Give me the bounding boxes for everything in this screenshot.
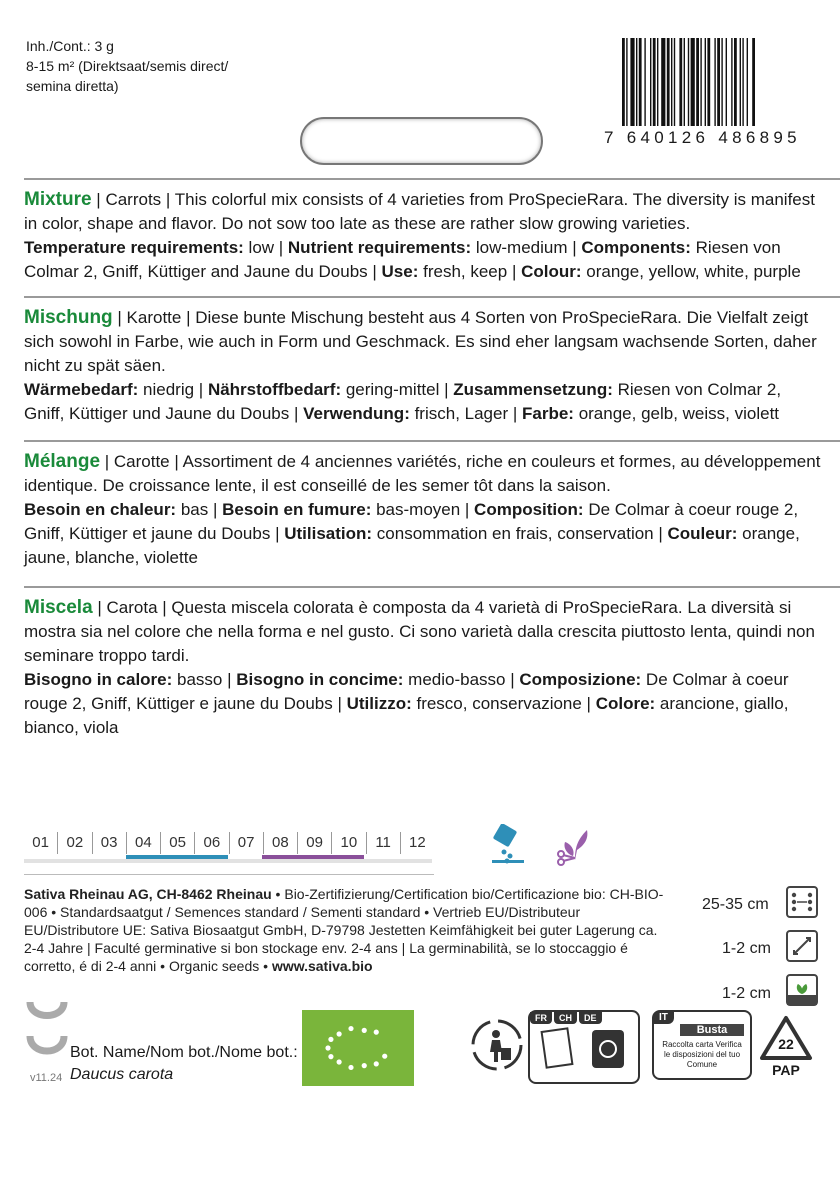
attr-value: bas-moyen | (371, 500, 475, 519)
attr-value: gering-mittel | (341, 380, 454, 399)
section-title: Miscela (24, 597, 93, 618)
month-bar (262, 855, 296, 859)
month-bar (228, 855, 262, 859)
month-label: 11 (366, 832, 400, 854)
section-english (24, 188, 822, 284)
section-intro: | Carota | Questa miscela colorata è composta da 4 varietà di ProSpecieRara. La diversità si mostra sia nel colore che nella forma e nel gusto. Ci sono varietà dalla crescita piuttosto lenta, quindi non seminare troppo tardi. (24, 598, 815, 665)
section-title: Mélange (24, 451, 101, 472)
barcode-bar (721, 38, 722, 126)
month-bar (364, 855, 398, 859)
month-label: 03 (92, 832, 126, 854)
attr-value: fresh, keep | (418, 262, 522, 281)
attr-label: Besoin en chaleur: (24, 500, 177, 519)
month-bar (58, 855, 92, 859)
barcode-bar (747, 38, 748, 126)
month-bar (330, 855, 364, 859)
paper-packet-icon (530, 1024, 638, 1074)
divider (24, 178, 840, 180)
attr-label: Components: (581, 238, 691, 257)
month-label: 08 (263, 832, 297, 854)
eu-star (337, 1059, 342, 1064)
attr-value: fresco, conservazione | (411, 694, 596, 713)
barcode-bar (639, 38, 642, 126)
content-area: 8-15 m² (Direktsaat/semis direct/ (26, 58, 229, 74)
barcode-bar (714, 38, 715, 126)
barcode-number: 7 640126 486895 (604, 128, 801, 147)
month-bar (398, 855, 432, 859)
month-label: 02 (57, 832, 91, 854)
harvest-icon (555, 824, 597, 866)
barcode-bar (705, 38, 706, 126)
barcode-bar (691, 38, 695, 126)
barcode-bar (726, 38, 727, 126)
package-content-info (26, 36, 228, 96)
section-intro: | Carrots | This colorful mix consists of 4 varieties from ProSpecieRara. The diversity is manifest in color, shape and flavor. Do not sow too late as these are rather slow growing varieties. (24, 190, 815, 233)
plant-spacing-value: 1-2 cm (722, 940, 771, 957)
pap-number: 22 (778, 1036, 794, 1052)
divider (24, 440, 840, 442)
attr-value: arancione, giallo, bianco, viola (24, 694, 789, 737)
section-intro: | Karotte | Diese bunte Mischung besteht aus 4 Sorten von ProSpecieRara. Die Vielfalt zeigt sich sowohl in Farbe, wie auch in Form und Geschmack. Es sind eher langsam wachsende Sorten, daher nicht zu spät säen. (24, 308, 817, 375)
attr-label: Composition: (474, 500, 584, 519)
attr-value: low | (243, 238, 288, 257)
barcode-bar (700, 38, 701, 126)
month-label: 05 (160, 832, 194, 854)
row-spacing-icon (786, 886, 818, 918)
tidyman-recycle-icon (470, 1018, 524, 1072)
eu-star (374, 1061, 379, 1066)
it-tag: IT (653, 1011, 674, 1024)
section-german (24, 306, 822, 426)
attr-label: Utilisation: (284, 524, 373, 543)
barcode-bar (679, 38, 682, 126)
busta-text: Raccolta carta Verifica le disposizioni del tuo Comune (662, 1040, 742, 1069)
section-title: Mischung (24, 307, 113, 328)
attr-label: Use: (381, 262, 419, 281)
barcode-bar (752, 38, 755, 126)
barcode-bar (731, 38, 732, 126)
barcode-bar (717, 38, 720, 126)
barcode-bar (688, 38, 689, 126)
month-label: 10 (331, 832, 365, 854)
attr-label: Colour: (521, 262, 582, 281)
attr-value: orange, jaune, blanche, violette (24, 524, 800, 567)
attr-value: basso | (172, 670, 237, 689)
barcode-bar (622, 38, 625, 126)
barcode-bar (644, 38, 645, 126)
attr-label: Couleur: (667, 524, 738, 543)
eu-star (348, 1065, 353, 1070)
attr-value: consommation en frais, conservation | (372, 524, 668, 543)
month-bar (24, 855, 58, 859)
barcode-bar (742, 38, 743, 126)
month-bar (160, 855, 194, 859)
content-area-cont: semina diretta) (26, 78, 119, 94)
section-intro: | Carotte | Assortiment de 4 anciennes variétés, riche en couleurs et formes, au développement identique. De croissance lente, il est conseillé de les semer tôt dans la saison. (24, 452, 821, 495)
barcode-bar (630, 38, 634, 126)
divider (24, 586, 840, 588)
barcode-bar (650, 38, 651, 126)
attr-label: Farbe: (522, 404, 574, 423)
legal-text: • Bio-Zertifizierung/Certification bio/Certificazione bio: CH-BIO-006 • Standardsaatgut / Semences standard / Sementi standard • Vertrieb EU/Distributeur EU/Distributore UE: Sativa Biosaatgut GmbH, D-79798 Jestetten Keimfähigkeit bei guter Lagerung ca. 2-4 Jahre | Faculté germinative si bon stockage env. 2-4 ans | La germinabilità, se lo stoccaggio é corretto, é di 2-4 anni • Organic seeds • (24, 886, 664, 974)
attr-label: Composizione: (519, 670, 642, 689)
attr-label: Bisogno in calore: (24, 670, 173, 689)
attr-value: orange, yellow, white, purple (581, 262, 801, 281)
barcode-bar (636, 38, 637, 126)
sowing-icon (490, 824, 526, 866)
website-link[interactable]: www.sativa.bio (271, 958, 373, 974)
month-bar (92, 855, 126, 859)
attr-value: Riesen von Colmar 2, Gniff, Küttiger und Jaune du Doubs | (24, 380, 782, 423)
attr-value: Riesen von Colmar 2, Gniff, Küttiger and Jaune du Doubs | (24, 238, 781, 281)
barcode-bar (734, 38, 737, 126)
attr-label: Nutrient requirements: (287, 238, 472, 257)
sorting-guide-box (528, 1010, 640, 1084)
eu-star (362, 1028, 367, 1033)
barcode-bar (707, 38, 710, 126)
botanical-label: Bot. Name/Nom bot./Nome bot.: (70, 1044, 298, 1061)
eu-star (328, 1054, 333, 1059)
month-label: 01 (32, 834, 49, 851)
month-bar (296, 855, 330, 859)
content-weight: Inh./Cont.: 3 g (26, 38, 114, 54)
attr-label: Temperature requirements: (24, 238, 244, 257)
sowing-depth-value: 1-2 cm (722, 985, 771, 1002)
divider (24, 296, 840, 298)
attr-value: low-medium | (471, 238, 582, 257)
eu-star (337, 1031, 342, 1036)
section-french (24, 450, 822, 570)
barcode (620, 38, 810, 134)
italy-label-box (652, 1010, 752, 1080)
month-label: 09 (297, 832, 331, 854)
barcode-bar (653, 38, 656, 126)
version-label: v11.24 (30, 1072, 63, 1084)
attr-label: Verwendung: (303, 404, 410, 423)
month-label: 12 (400, 832, 434, 854)
sativa-mark-icon (26, 1000, 68, 1064)
attr-label: Zusammensetzung: (453, 380, 613, 399)
barcode-bar (667, 38, 670, 126)
attr-value: De Colmar à coeur rouge 2, Gniff, Küttiger e jaune du Doubs | (24, 670, 789, 713)
month-bar (194, 855, 228, 859)
country-tab: DE (579, 1012, 602, 1024)
month-calendar (24, 832, 434, 863)
eu-star (348, 1026, 353, 1031)
barcode-bar (671, 38, 672, 126)
attr-value: frisch, Lager | (409, 404, 522, 423)
month-label: 04 (126, 832, 160, 854)
sowing-depth-icon (786, 974, 818, 1006)
hanger-hole (300, 117, 543, 165)
barcode-bar (674, 38, 675, 126)
attr-label: Wärmebedarf: (24, 380, 139, 399)
eu-star (325, 1045, 330, 1050)
attr-label: Colore: (595, 694, 656, 713)
attr-value: medio-basso | (403, 670, 520, 689)
attr-value: niedrig | (138, 380, 208, 399)
attr-label: Nährstoffbedarf: (207, 380, 342, 399)
plant-spacing-icon (786, 930, 818, 962)
busta-label: Busta (680, 1024, 744, 1036)
legal-info (24, 885, 669, 975)
company-name: Sativa Rheinau AG, CH-8462 Rheinau (24, 886, 272, 902)
row-spacing-value: 25-35 cm (702, 896, 769, 913)
month-label: 07 (229, 832, 263, 854)
attr-label: Bisogno in concime: (236, 670, 404, 689)
month-label: 06 (194, 832, 228, 854)
section-italian (24, 596, 822, 740)
eu-star (382, 1054, 387, 1059)
botanical-name: Daucus carota (70, 1066, 174, 1083)
country-tabs (530, 1012, 638, 1024)
barcode-bar (657, 38, 658, 126)
eu-organic-logo (302, 1010, 414, 1086)
barcode-bar (684, 38, 685, 126)
attr-label: Utilizzo: (346, 694, 412, 713)
attr-label: Besoin en fumure: (222, 500, 372, 519)
barcode-bar (661, 38, 665, 126)
eu-star (362, 1063, 367, 1068)
pap-label: PAP (772, 1062, 800, 1078)
barcode-bar (626, 38, 627, 126)
country-tab: FR (530, 1012, 552, 1024)
attr-value: De Colmar à coeur rouge 2, Gniff, Küttiger et jaune du Doubs | (24, 500, 799, 543)
barcode-bar (740, 38, 741, 126)
eu-star (328, 1037, 333, 1042)
divider (24, 874, 434, 875)
month-bar (126, 855, 160, 859)
botanical-info (70, 1042, 298, 1086)
attr-value: bas | (176, 500, 223, 519)
attr-value: orange, gelb, weiss, violett (573, 404, 780, 423)
eu-star (374, 1030, 379, 1035)
section-title: Mixture (24, 189, 92, 210)
country-tab: CH (554, 1012, 577, 1024)
barcode-bar (696, 38, 699, 126)
